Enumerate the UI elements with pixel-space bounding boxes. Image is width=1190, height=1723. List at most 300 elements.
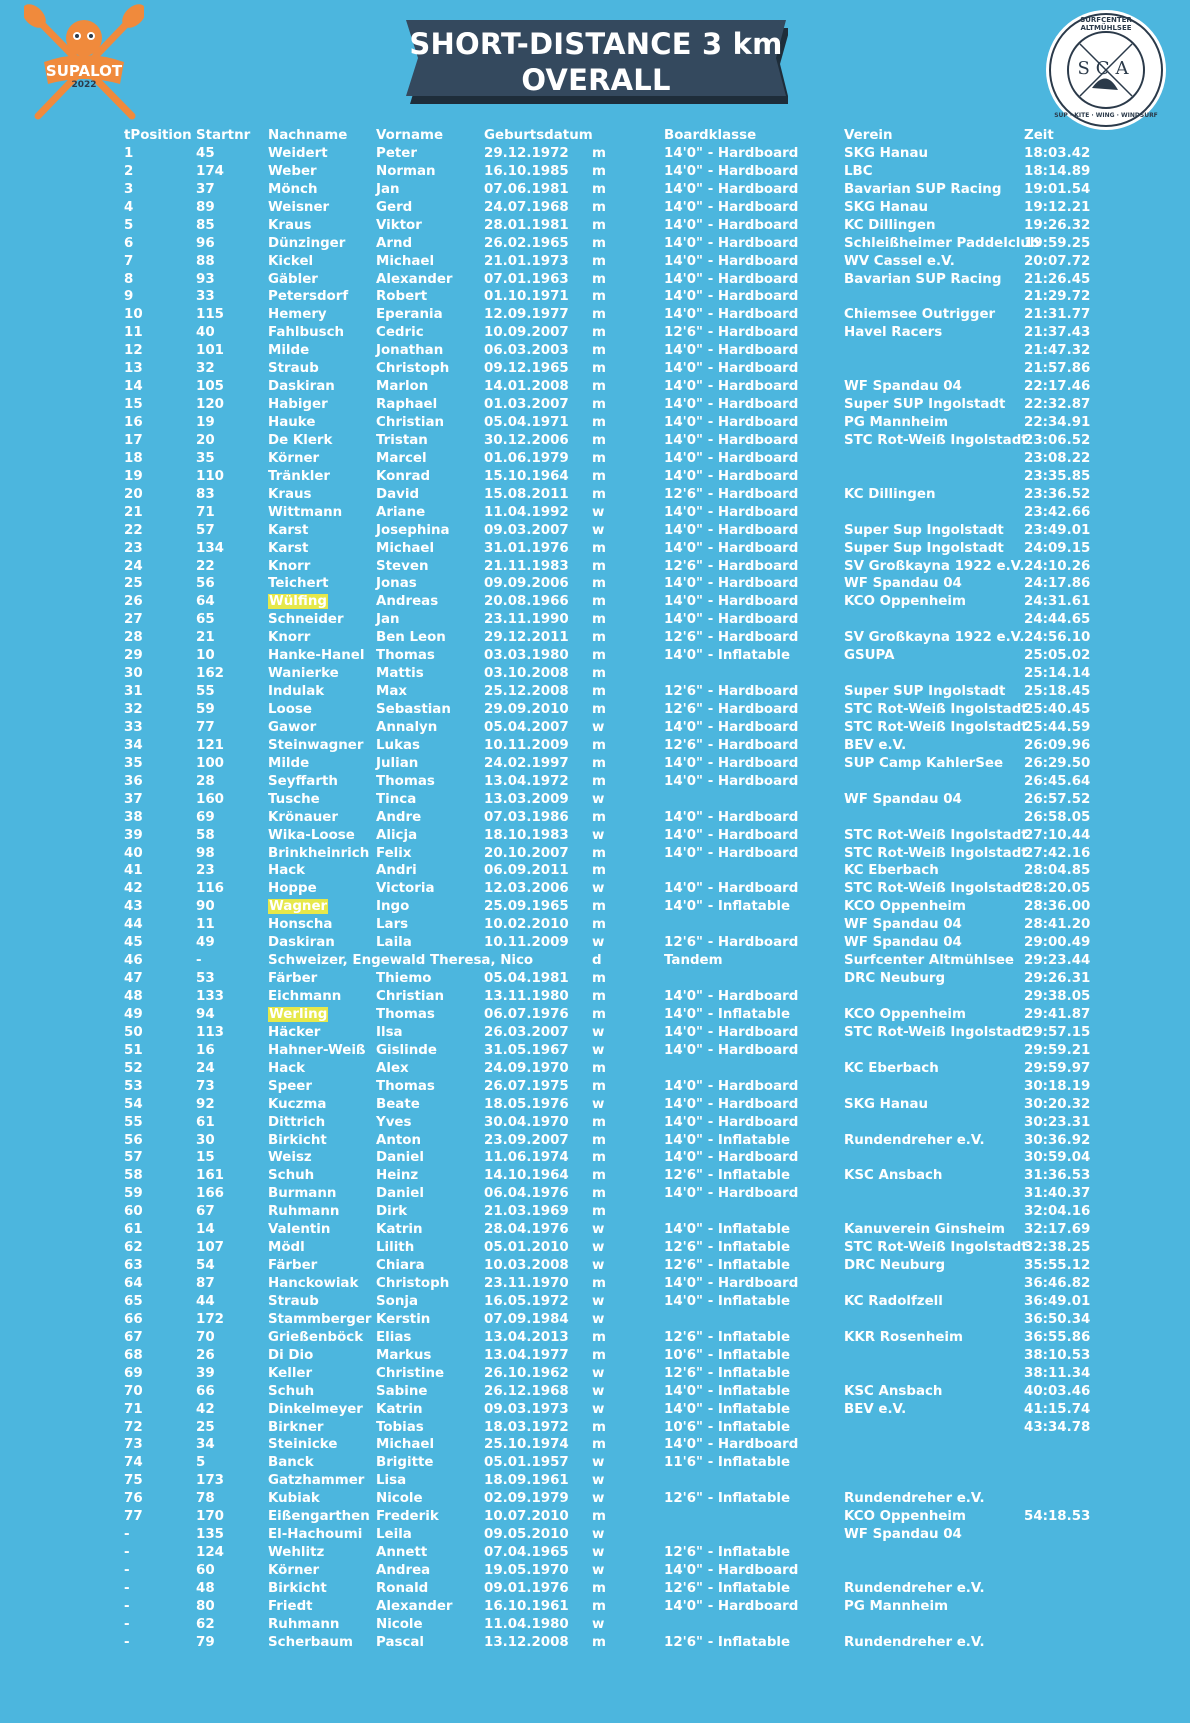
cell-boardklasse: 14'0" - Hardboard [664, 468, 799, 484]
cell-position: 36 [124, 773, 143, 789]
cell-startnr: 10 [196, 648, 215, 664]
cell-zeit: 23:06.52 [1024, 432, 1091, 448]
cell-nachname: Dinkelmeyer [268, 1401, 363, 1417]
cell-position: 8 [124, 271, 134, 287]
cell-verein: SKG Hanau [844, 145, 929, 161]
cell-vorname: Max [376, 684, 407, 700]
cell-position: 20 [124, 486, 143, 502]
cell-verein: Surfcenter Altmühlsee [844, 953, 1015, 969]
cell-nachname: Hemery [268, 307, 327, 323]
cell-vorname: Ariane [376, 504, 426, 520]
cell-nachname: Färber [268, 1258, 318, 1274]
cell-geburtsdatum: 13.04.1977 [484, 1347, 569, 1363]
cell-gender: m [592, 773, 606, 789]
cell-zeit: 23:36.52 [1024, 486, 1091, 502]
cell-position: 61 [124, 1222, 143, 1238]
table-row [124, 1060, 1184, 1078]
cell-boardklasse: 14'0" - Hardboard [664, 450, 799, 466]
cell-zeit: 21:47.32 [1024, 343, 1091, 359]
cell-gender: m [592, 1276, 606, 1291]
cell-geburtsdatum: 21.03.1969 [484, 1204, 569, 1220]
cell-zeit: 26:29.50 [1024, 755, 1091, 771]
cell-position: 37 [124, 791, 143, 807]
cell-geburtsdatum: 05.01.2010 [484, 1240, 569, 1256]
cell-verein [844, 1436, 1024, 1454]
table-row [124, 396, 1184, 414]
cell-verein: Super SUP Ingolstadt [844, 684, 1006, 700]
cell-nachname: Weisz [268, 1150, 312, 1166]
cell-zeit: 29:26.31 [1024, 971, 1091, 987]
cell-zeit: 24:56.10 [1024, 630, 1091, 646]
cell-vorname: Alexander [376, 271, 453, 287]
cell-geburtsdatum: 13.04.1972 [484, 773, 569, 789]
cell-verein: WV Cassel e.V. [844, 253, 955, 269]
cell-vorname: Josephina [376, 522, 450, 538]
cell-vorname: Jonathan [376, 343, 444, 359]
cell-startnr: 170 [196, 1509, 224, 1525]
cell-vorname: Marlon [376, 379, 429, 395]
cell-zeit: 21:29.72 [1024, 289, 1091, 305]
cell-boardklasse: 12'6" - Hardboard [664, 684, 799, 700]
cell-geburtsdatum: 01.06.1979 [484, 450, 569, 466]
cell-boardklasse: 14'0" - Hardboard [664, 379, 799, 395]
cell-boardklasse: 14'0" - Hardboard [664, 289, 799, 305]
cell-gender: m [592, 1168, 606, 1184]
cell-vorname: Victoria [376, 881, 435, 897]
cell-zeit: 28:20.05 [1024, 881, 1091, 897]
cell-gender: w [592, 1401, 605, 1417]
cell-geburtsdatum: 25.12.2008 [484, 684, 569, 700]
cell-startnr: 78 [196, 1491, 215, 1507]
cell-nachname: Hanke-Hanel [268, 648, 365, 664]
cell-vorname: Jonas [376, 576, 417, 592]
cell-geburtsdatum: 10.02.2010 [484, 917, 569, 933]
cell-position: - [124, 1634, 130, 1650]
cell-nachname: Wehlitz [268, 1545, 325, 1561]
cell-position: 43 [124, 899, 143, 915]
cell-startnr: 21 [196, 630, 215, 646]
cell-gender: m [592, 1150, 606, 1166]
cell-gender: m [592, 594, 606, 610]
cell-boardklasse: 12'6" - Inflatable [664, 1491, 791, 1507]
cell-nachname: Honscha [268, 917, 333, 933]
cell-startnr: 24 [196, 1060, 215, 1076]
cell-geburtsdatum: 25.10.1974 [484, 1437, 569, 1453]
cell-vorname: Pascal [376, 1634, 425, 1650]
cell-boardklasse: 12'6" - Hardboard [664, 558, 799, 574]
cell-position: 70 [124, 1383, 143, 1399]
cell-geburtsdatum: 26.12.1968 [484, 1383, 569, 1399]
cell-vorname: Robert [376, 289, 428, 305]
cell-boardklasse: 14'0" - Hardboard [664, 827, 799, 843]
cell-geburtsdatum: 12.09.1977 [484, 307, 569, 323]
cell-gender: m [592, 468, 606, 484]
table-row [124, 1275, 1184, 1293]
table-row [124, 1078, 1184, 1096]
table-row [124, 647, 1184, 665]
cell-verein: Rundendreher e.V. [844, 1634, 985, 1650]
table-row [124, 558, 1184, 576]
cell-position: 46 [124, 953, 143, 969]
cell-gender: m [592, 217, 606, 233]
cell-startnr: 162 [196, 666, 224, 682]
cell-nachname: Wanierke [268, 666, 339, 682]
cell-startnr: 107 [196, 1240, 224, 1256]
cell-zeit: 30:59.04 [1024, 1150, 1091, 1166]
cell-gender: m [592, 1634, 606, 1650]
table-row [124, 1239, 1184, 1257]
cell-zeit: 38:10.53 [1024, 1347, 1091, 1363]
cell-startnr: 121 [196, 737, 224, 753]
cell-nachname: Körner [268, 450, 320, 466]
cell-zeit: 28:36.00 [1024, 899, 1091, 915]
cell-vorname: Andrea [376, 1563, 431, 1578]
cell-nachname: Weber [268, 163, 317, 179]
cell-zeit: 30:36.92 [1024, 1132, 1091, 1148]
cell-startnr: 64 [196, 594, 215, 610]
cell-startnr: 48 [196, 1580, 215, 1596]
cell-gender: w [592, 881, 605, 897]
cell-geburtsdatum: 18.05.1976 [484, 1096, 569, 1112]
cell-verein [844, 611, 1024, 629]
cell-gender: m [592, 415, 606, 430]
cell-position: 77 [124, 1509, 143, 1525]
cell-zeit: 24:44.65 [1024, 612, 1091, 628]
cell-boardklasse: 12'6" - Inflatable [664, 1634, 791, 1650]
cell-gender: m [592, 432, 606, 448]
cell-zeit: 32:38.25 [1024, 1240, 1091, 1256]
cell-gender: m [592, 666, 606, 682]
cell-nachname: Burmann [268, 1186, 337, 1202]
cell-gender: m [592, 1329, 606, 1345]
cell-gender: m [592, 1419, 606, 1435]
cell-boardklasse: 14'0" - Inflatable [664, 1383, 791, 1399]
surfcenter-logo [1044, 8, 1168, 132]
cell-position: 22 [124, 522, 143, 538]
cell-boardklasse: 14'0" - Hardboard [664, 594, 799, 610]
cell-vorname: Marcel [376, 450, 427, 466]
cell-geburtsdatum: 18.03.1972 [484, 1419, 569, 1435]
cell-geburtsdatum: 15.08.2011 [484, 486, 569, 502]
cell-vorname: Chiara [376, 1258, 425, 1274]
cell-gender: m [592, 648, 606, 664]
cell-zeit: 24:09.15 [1024, 540, 1091, 556]
cell-zeit: 32:17.69 [1024, 1222, 1091, 1238]
cell-position: 40 [124, 845, 143, 861]
cell-startnr: 30 [196, 1132, 215, 1148]
cell-zeit: 18:14.89 [1024, 163, 1091, 179]
cell-zeit: 24:31.61 [1024, 594, 1091, 610]
cell-vorname: Konrad [376, 468, 431, 484]
cell-boardklasse: 12'6" - Hardboard [664, 630, 799, 646]
cell-gender: w [592, 1258, 605, 1274]
cell-geburtsdatum: 09.12.1965 [484, 361, 569, 377]
cell-geburtsdatum: 05.04.1971 [484, 415, 569, 430]
table-row [124, 629, 1184, 647]
cell-zeit: 28:41.20 [1024, 917, 1091, 933]
cell-zeit [1024, 1544, 1124, 1562]
cell-startnr: 23 [196, 863, 215, 879]
table-row [124, 1526, 1184, 1544]
table-row [124, 199, 1184, 217]
cell-position: 53 [124, 1078, 143, 1094]
cell-position: 67 [124, 1329, 143, 1345]
table-row [124, 880, 1184, 898]
cell-boardklasse: 10'6" - Inflatable [664, 1347, 791, 1363]
cell-zeit: 27:42.16 [1024, 845, 1091, 861]
cell-zeit [1024, 1436, 1124, 1454]
cell-gender: w [592, 719, 605, 735]
table-row [124, 719, 1184, 737]
cell-startnr: 53 [196, 971, 215, 987]
cell-verein: Chiemsee Outrigger [844, 307, 996, 323]
cell-verein: BEV e.V. [844, 1401, 907, 1417]
cell-vorname: Anton [376, 1132, 422, 1148]
cell-startnr: 166 [196, 1186, 224, 1202]
cell-nachname: Teichert [268, 576, 329, 592]
cell-boardklasse: 12'6" - Inflatable [664, 1240, 791, 1256]
table-row [124, 324, 1184, 342]
cell-vorname: Julian [376, 755, 419, 771]
header-boardklasse: Boardklasse [664, 128, 757, 143]
cell-gender: m [592, 486, 606, 502]
cell-startnr: 124 [196, 1545, 224, 1561]
cell-verein: BEV e.V. [844, 737, 907, 753]
cell-boardklasse: 14'0" - Hardboard [664, 145, 799, 161]
cell-verein: WF Spandau 04 [844, 576, 962, 592]
cell-geburtsdatum: 26.03.2007 [484, 1024, 569, 1040]
cell-nachname: Kraus [268, 217, 312, 233]
cell-boardklasse [664, 665, 844, 683]
cell-gender: m [592, 307, 606, 323]
cell-position: 60 [124, 1204, 143, 1220]
cell-boardklasse [664, 791, 844, 809]
cell-verein [844, 468, 1024, 486]
header-vorname: Vorname [376, 128, 444, 143]
cell-gender: m [592, 1132, 606, 1148]
cell-position: 15 [124, 397, 143, 413]
cell-nachname: Mödl [268, 1240, 305, 1256]
cell-gender: w [592, 1455, 605, 1471]
table-row [124, 432, 1184, 450]
cell-gender: m [592, 1006, 606, 1022]
cell-geburtsdatum: 26.07.1975 [484, 1078, 569, 1094]
cell-nachname: Speer [268, 1078, 312, 1094]
cell-geburtsdatum: 13.12.2008 [484, 1634, 569, 1650]
cell-startnr: 20 [196, 432, 215, 448]
cell-vorname: Raphael [376, 397, 438, 413]
cell-verein: Super Sup Ingolstadt [844, 540, 1004, 556]
cell-startnr: 113 [196, 1024, 224, 1040]
cell-position: 39 [124, 827, 143, 843]
cell-position: 31 [124, 684, 143, 700]
cell-vorname: Heinz [376, 1168, 419, 1184]
cell-position: 35 [124, 755, 143, 771]
table-row [124, 1490, 1184, 1508]
cell-vorname: Cedric [376, 325, 424, 341]
cell-position: 66 [124, 1311, 143, 1327]
cell-zeit: 23:42.66 [1024, 504, 1091, 520]
cell-position: 16 [124, 415, 143, 430]
cell-startnr: 45 [196, 145, 215, 161]
cell-startnr: 60 [196, 1563, 215, 1578]
cell-boardklasse: 14'0" - Inflatable [664, 1132, 791, 1148]
cell-vorname: Gerd [376, 199, 413, 215]
cell-geburtsdatum: 11.06.1974 [484, 1150, 569, 1166]
cell-vorname: Ben Leon [376, 630, 446, 646]
table-row [124, 1006, 1184, 1024]
cell-boardklasse: 14'0" - Hardboard [664, 1078, 799, 1094]
cell-zeit: 22:34.91 [1024, 415, 1091, 430]
cell-position: 21 [124, 504, 143, 520]
cell-gender: m [592, 989, 606, 1004]
cell-verein: Havel Racers [844, 325, 943, 341]
cell-nachname [268, 593, 376, 611]
cell-nachname: Kickel [268, 253, 314, 269]
cell-position: 32 [124, 702, 143, 717]
cell-geburtsdatum: 06.03.2003 [484, 343, 569, 359]
cell-startnr: 22 [196, 558, 215, 574]
table-row [124, 1149, 1184, 1167]
cell-zeit: 29:57.15 [1024, 1024, 1091, 1040]
cell-boardklasse: 14'0" - Hardboard [664, 576, 799, 592]
cell-position: 7 [124, 253, 134, 269]
table-row [124, 1634, 1184, 1652]
table-row [124, 1401, 1184, 1419]
cell-startnr: 59 [196, 702, 215, 717]
cell-geburtsdatum: 29.12.1972 [484, 145, 569, 161]
cell-vorname: Alex [376, 1060, 409, 1076]
cell-gender: m [592, 971, 606, 987]
cell-startnr: 88 [196, 253, 215, 269]
cell-nachname: Eichmann [268, 989, 342, 1004]
cell-boardklasse: 14'0" - Hardboard [664, 540, 799, 556]
cell-nachname [268, 898, 376, 916]
table-row [124, 1132, 1184, 1150]
cell-startnr: 93 [196, 271, 215, 287]
cell-position: 74 [124, 1455, 143, 1471]
cell-nachname: Straub [268, 361, 319, 377]
cell-verein: WF Spandau 04 [844, 1527, 962, 1543]
cell-boardklasse: 14'0" - Inflatable [664, 1006, 791, 1022]
cell-position: 26 [124, 594, 143, 610]
cell-vorname: Sabine [376, 1383, 428, 1399]
cell-position: 47 [124, 971, 143, 987]
cell-nachname: El-Hachoumi [268, 1527, 363, 1543]
cell-gender: m [592, 1437, 606, 1453]
cell-startnr: 70 [196, 1329, 215, 1345]
cell-boardklasse: 12'6" - Inflatable [664, 1545, 791, 1561]
cell-zeit: 21:57.86 [1024, 361, 1091, 377]
cell-boardklasse [664, 1060, 844, 1078]
cell-zeit [1024, 1634, 1124, 1652]
cell-startnr: 39 [196, 1365, 215, 1381]
cell-vorname: Nicole [376, 1616, 423, 1632]
cell-zeit [1024, 1472, 1124, 1490]
cell-position: 56 [124, 1132, 143, 1148]
cell-geburtsdatum: 31.01.1976 [484, 540, 569, 556]
cell-gender: w [592, 1042, 605, 1058]
cell-nachname: Hauke [268, 415, 316, 430]
cell-startnr: 160 [196, 791, 224, 807]
cell-verein [844, 665, 1024, 683]
cell-geburtsdatum: 10.07.2010 [484, 1509, 569, 1525]
cell-nachname: Wittmann [268, 504, 343, 520]
cell-nachname: Gawor [268, 719, 317, 735]
cell-geburtsdatum: 24.02.1997 [484, 755, 569, 771]
cell-nachname: Habiger [268, 397, 328, 413]
cell-gender: m [592, 1114, 606, 1130]
cell-nachname: Grießenböck [268, 1329, 364, 1345]
cell-startnr: 96 [196, 235, 215, 251]
table-row [124, 1508, 1184, 1526]
cell-vorname: Sonja [376, 1293, 419, 1309]
table-row [124, 1383, 1184, 1401]
cell-zeit [1024, 1562, 1124, 1580]
cell-geburtsdatum: 30.12.2006 [484, 432, 569, 448]
cell-position: 65 [124, 1293, 143, 1309]
cell-verein [844, 288, 1024, 306]
cell-nachname: Steinicke [268, 1437, 338, 1453]
table-row [124, 1419, 1184, 1437]
cell-nachname: Hanckowiak [268, 1276, 359, 1291]
cell-gender: m [592, 1347, 606, 1363]
cell-startnr: - [196, 953, 202, 969]
table-row [124, 306, 1184, 324]
title-banner [404, 20, 788, 104]
cell-startnr: 174 [196, 163, 224, 179]
cell-position: 6 [124, 235, 134, 251]
table-row [124, 378, 1184, 396]
cell-nachname: Knorr [268, 630, 311, 646]
cell-nachname: Friedt [268, 1598, 313, 1614]
cell-vorname: Felix [376, 845, 412, 861]
cell-gender: w [592, 1240, 605, 1256]
cell-position: - [124, 1563, 130, 1578]
table-row [124, 611, 1184, 629]
cell-gender: w [592, 1545, 605, 1561]
cell-startnr: 14 [196, 1222, 215, 1238]
table-row [124, 809, 1184, 827]
cell-startnr: 44 [196, 1293, 215, 1309]
cell-verein: STC Rot-Weiß Ingolstadt [844, 432, 1028, 448]
cell-gender: w [592, 1473, 605, 1489]
cell-position: 34 [124, 737, 143, 753]
cell-geburtsdatum: 09.03.1973 [484, 1401, 569, 1417]
cell-gender: m [592, 1060, 606, 1076]
cell-startnr: 37 [196, 181, 215, 197]
cell-vorname: Daniel [376, 1150, 424, 1166]
cell-verein: WF Spandau 04 [844, 935, 962, 951]
cell-boardklasse: 12'6" - Inflatable [664, 1580, 791, 1596]
cell-vorname: Andreas [376, 594, 439, 610]
cell-position: 45 [124, 935, 143, 951]
cell-boardklasse: 14'0" - Hardboard [664, 253, 799, 269]
cell-boardklasse: 14'0" - Hardboard [664, 199, 799, 215]
cell-zeit: 40:03.46 [1024, 1383, 1091, 1399]
cell-gender: m [592, 612, 606, 628]
cell-boardklasse: 14'0" - Hardboard [664, 719, 799, 735]
cell-verein: WF Spandau 04 [844, 791, 962, 807]
cell-vorname: Thomas [376, 1006, 435, 1022]
cell-zeit: 26:57.52 [1024, 791, 1091, 807]
cell-position: 48 [124, 989, 143, 1004]
cell-boardklasse: 14'0" - Hardboard [664, 1186, 799, 1202]
cell-boardklasse [664, 862, 844, 880]
cell-position: 12 [124, 343, 143, 359]
cell-startnr: 35 [196, 450, 215, 466]
cell-boardklasse: 14'0" - Hardboard [664, 1042, 799, 1058]
